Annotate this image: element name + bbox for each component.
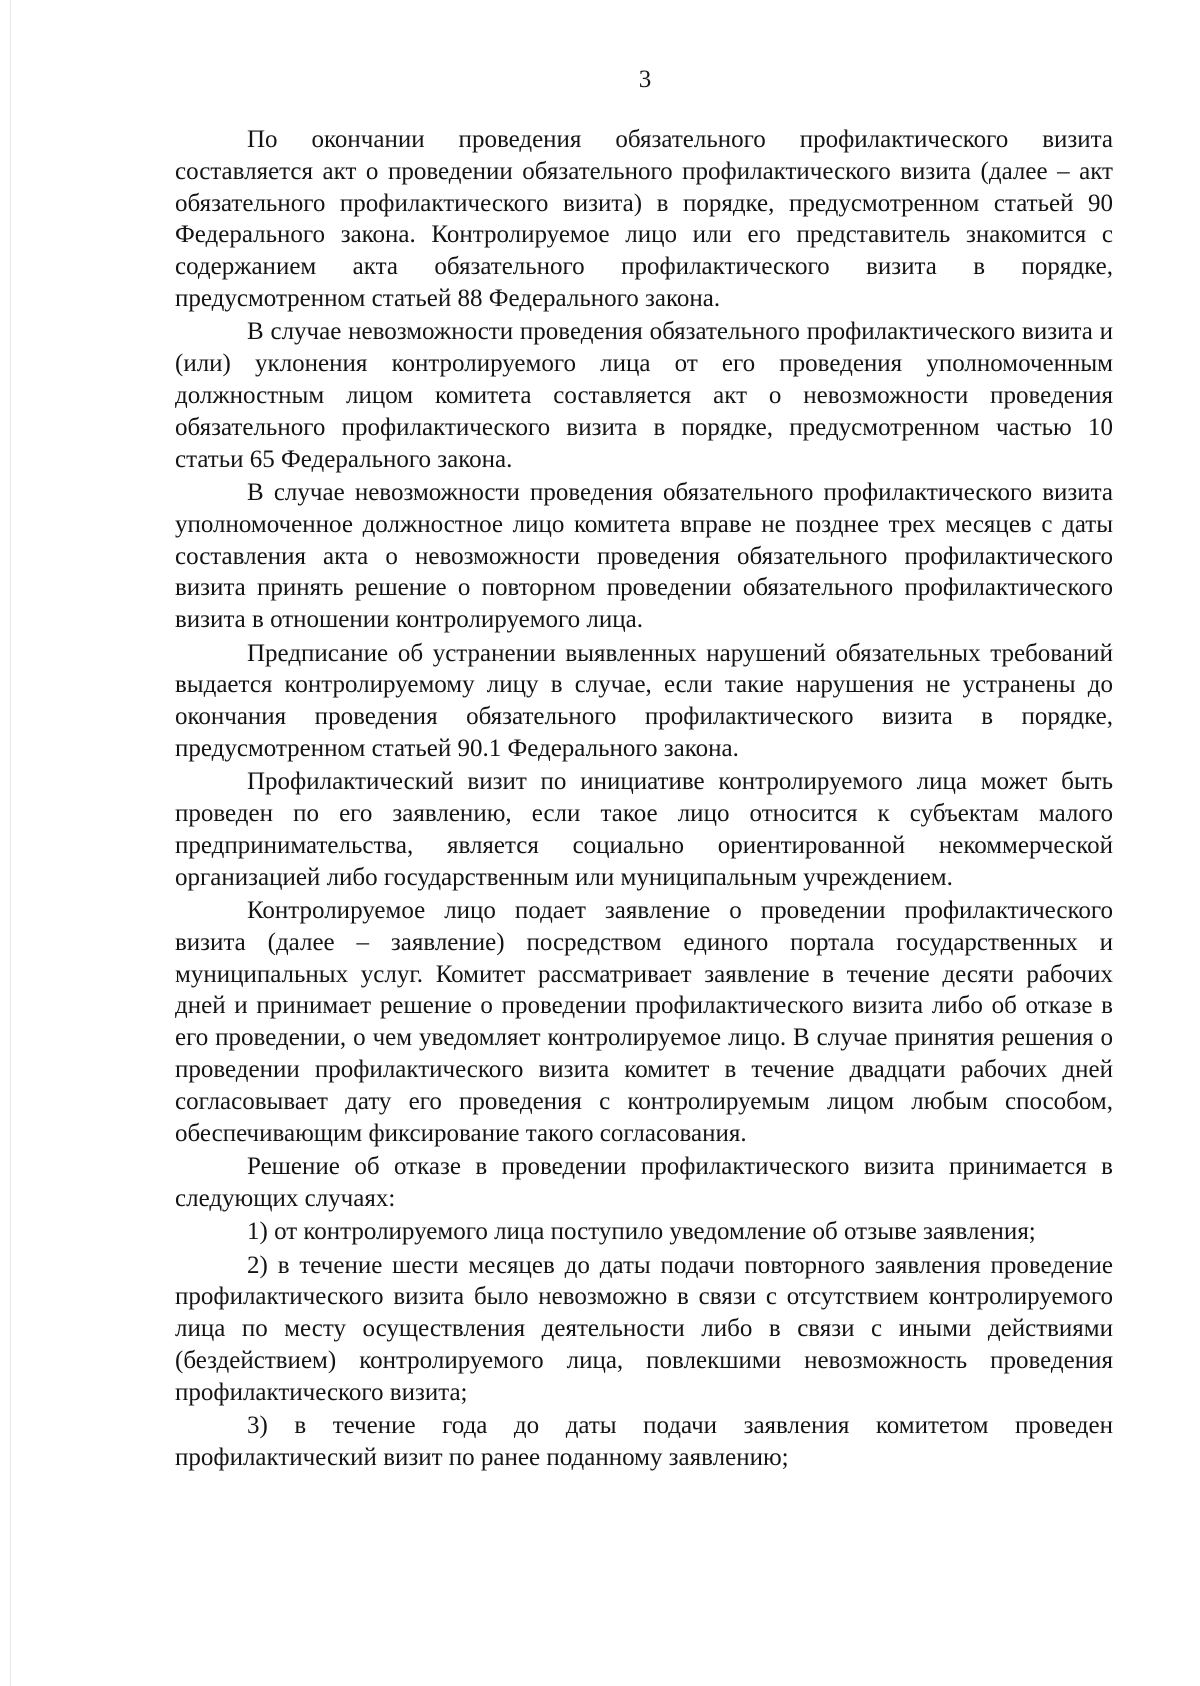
paragraph-prescription: Предписание об устранении выявленных нарушений обязательных требований выдается контролируемому лицу в случае, если такие нарушения не устранены до окончания проведения обязательного профилактического визита в порядке, предусмотренном статьей 90.1 Федерального закона. <box>175 639 1113 762</box>
paragraph-application: Контролируемое лицо подает заявление о проведении профилактического визита (далее – заявление) посредством единого портала государственных и муниципальных услуг. Комитет рассматривает заявление в течение десяти рабочих дней и принимает решение о проведении профилактического визита либо об отказе в его проведении, о чем уведомляет контролируемое лицо. В случае принятия решения о проведении профилактического визита комитет в течение двадцати рабочих дней согласовывает дату его проведения с контролируемым лицом любым способом, обеспечивающим фиксирование такого согласования. <box>175 897 1113 1147</box>
list-item-2: 2) в течение шести месяцев до даты подачи повторного заявления проведение профилактического визита было невозможно в связи с отсутствием контролируемого лица по месту осуществления деятельности либо в связи с иными действиями (бездействием) контролируемого лица, повлекшими невозможность проведения профилактического визита; <box>175 1251 1113 1406</box>
list-item-1: 1) от контролируемого лица поступило уведомление об отзыве заявления; <box>247 1218 1036 1246</box>
page-number: 3 <box>638 66 652 93</box>
paragraph-impossibility-act: В случае невозможности проведения обязательного профилактического визита и (или) уклонения контролируемого лица от его проведения уполномоченным должностным лицом комитета составляется акт о невозможности проведения обязательного профилактического визита в порядке, предусмотренном частью 10 статьи 65 Федерального закона. <box>175 318 1113 473</box>
paragraph-refusal-cases: Решение об отказе в проведении профилактического визита принимается в следующих случаях: <box>175 1153 1113 1212</box>
scan-edge-line <box>10 0 11 1686</box>
paragraph-repeat-visit: В случае невозможности проведения обязательного профилактического визита уполномоченное должностное лицо комитета вправе не позднее трех месяцев с даты составления акта о невозможности проведения обязательного профилактического визита принять решение о повторном проведении обязательного профилактического визита в отношении контролируемого лица. <box>175 478 1113 634</box>
document-body <box>175 124 1113 1475</box>
paragraph-initiative-visit: Профилактический визит по инициативе контролируемого лица может быть проведен по его заявлению, если такое лицо относится к субъектам малого предпринимательства, является социально ориентированной некоммерческой организацией либо государственным или муниципальным учреждением. <box>175 768 1113 891</box>
paragraph-visit-act: По окончании проведения обязательного профилактического визита составляется акт о проведении обязательного профилактического визита (далее – акт обязательного профилактического визита) в порядке, предусмотренном статьей 90 Федерального закона. Контролируемое лицо или его представитель знакомится с содержанием акта обязательного профилактического визита в порядке, предусмотренном статьей 88 Федерального закона. <box>175 126 1113 312</box>
list-item-3: 3) в течение года до даты подачи заявления комитетом проведен профилактический визит по ранее поданному заявлению; <box>175 1412 1113 1472</box>
